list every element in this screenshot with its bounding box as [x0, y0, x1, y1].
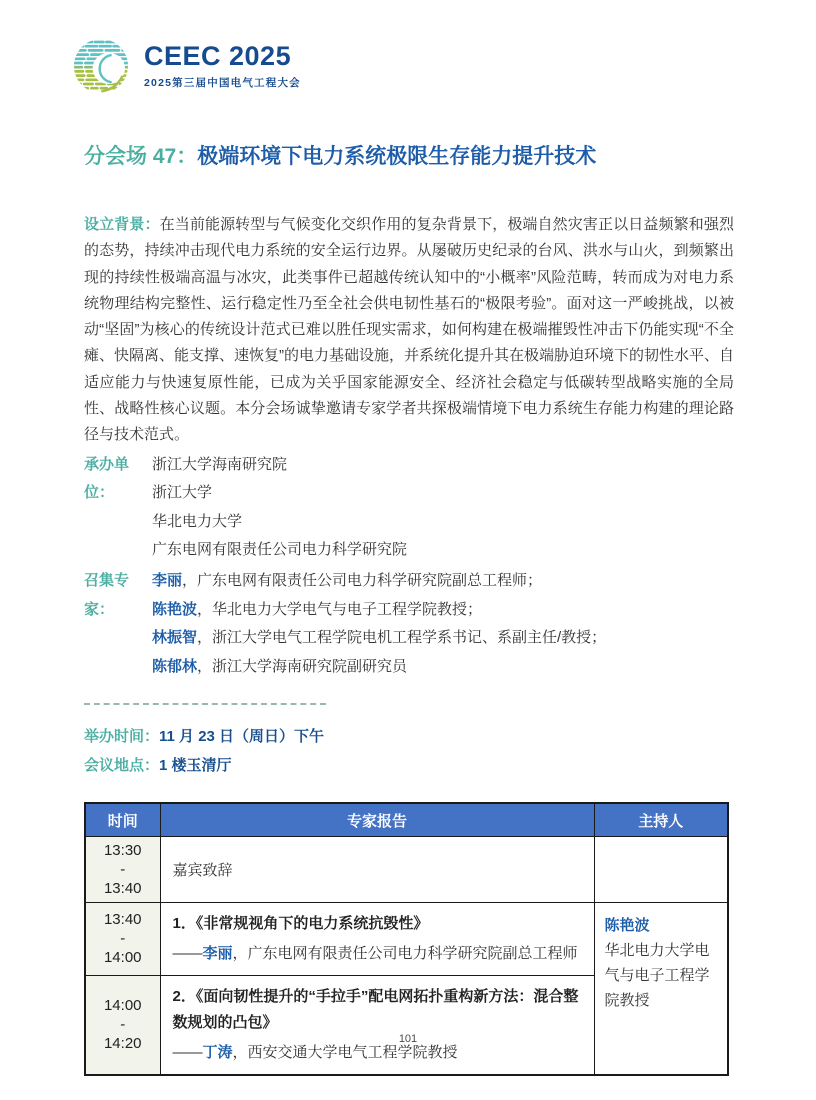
talk-cell — [160, 975, 594, 1075]
header-time: 时间 — [85, 803, 160, 836]
organizer-item: 广东电网有限责任公司电力科学研究院 — [152, 541, 408, 559]
time-cell: 13:30 - 13:40 — [85, 836, 160, 902]
header-host: 主持人 — [594, 803, 728, 836]
header-report: 专家报告 — [160, 803, 594, 836]
session-title-text: 极端环境下电力系统极限生存能力提升技术 — [197, 145, 597, 168]
time-cell: 14:00 - 14:20 — [85, 975, 160, 1075]
table-header-row — [85, 803, 728, 836]
event-venue-row — [84, 752, 734, 781]
organizers-label: 承办单位： — [84, 455, 130, 502]
ceec-globe-icon — [70, 36, 132, 96]
convener-item: 林振智，浙江大学电气工程学院电机工程学系书记、系副主任/教授； — [152, 629, 607, 647]
venue-label: 会议地点： — [84, 756, 160, 774]
talk-title: 1．《非常规视角下的电力系统抗毁性》 — [172, 914, 429, 932]
host-cell-empty — [594, 836, 728, 902]
ceec-logo — [70, 36, 301, 96]
table-row — [85, 902, 728, 975]
talk-cell: 嘉宾致辞 — [160, 836, 594, 902]
time-label: 举办时间： — [84, 728, 160, 746]
convener-item: 陈艳波，华北电力大学电气与电子工程学院教授； — [152, 600, 483, 618]
page-number: 101 — [398, 1033, 418, 1045]
content-area — [84, 142, 734, 1076]
background-paragraph — [84, 212, 734, 449]
talk-cell — [160, 902, 594, 975]
logo-subtitle: 2025第三届中国电气工程大会 — [144, 76, 301, 89]
schedule-info — [84, 723, 734, 780]
logo-title: CEEC 2025 — [144, 40, 292, 71]
organizer-item: 浙江大学海南研究院 — [152, 455, 288, 473]
dashed-divider — [84, 703, 326, 705]
table-row — [85, 836, 728, 902]
session-title — [84, 142, 734, 172]
convener-item: 李丽，广东电网有限责任公司电力科学研究院副总工程师； — [152, 572, 543, 590]
talk-title: 2．《面向韧性提升的“手拉手”配电网拓扑重构新方法：混合整数规划的凸包》 — [172, 987, 579, 1031]
background-text: 在当前能源转型与气候变化交织作用的复杂背景下，极端自然灾害正以日益频繁和强烈的态势，持续冲击现代电力系统的安全运行边界。从屡破历史纪录的台风、洪水与山火，到频繁出现的持续性极端高温与冰灾，此类事件已超越传统认知中的“小概率”风险范畴，转而成为对电力系统物理结构完整性、运行稳定性乃至全社会供电韧性基石的“极限考验”。面对这一严峻挑战，以被动“坚固”为核心的传统设计范式已难以胜任现实需求，如何构建在极端摧毁性冲击下仍能实现“不全瘫、快隔离、能支撑、速恢复”的电力基础设施，并系统化提升其在极端胁迫环境下的韧性水平、自适应能力与快速复原性能，已成为关乎国家能源安全、经济社会稳定与低碳转型战略实施的全局性、战略性核心议题。本分会场诚挚邀请专家学者共探极端情境下电力系统生存能力构建的理论路径与技术范式。 — [84, 216, 734, 444]
host-cell — [594, 902, 728, 1075]
conveners-block — [84, 567, 734, 681]
conveners-label: 召集专家： — [84, 572, 130, 618]
organizer-item: 浙江大学 — [152, 484, 213, 502]
host-name: 陈艳波 — [604, 916, 650, 934]
talk-speaker: ——丁涛，西安交通大学电气工程学院教授 — [172, 1043, 458, 1061]
organizer-item: 华北电力大学 — [152, 512, 243, 530]
time-value: 11 月 23 日（周日）下午 — [159, 728, 325, 746]
organizers-block — [84, 451, 734, 565]
talk-speaker: ——李丽，广东电网有限责任公司电力科学研究院副总工程师 — [172, 944, 578, 962]
session-number-label: 分会场 47： — [84, 145, 198, 168]
venue-value: 1 楼玉清厅 — [159, 756, 232, 774]
convener-item: 陈郁林，浙江大学海南研究院副研究员 — [152, 657, 408, 675]
time-cell: 13:40 - 14:00 — [85, 902, 160, 975]
host-affiliation: 华北电力大学电气与电子工程学院教授 — [604, 941, 710, 1009]
event-time-row — [84, 723, 734, 752]
background-label: 设立背景： — [84, 216, 160, 233]
